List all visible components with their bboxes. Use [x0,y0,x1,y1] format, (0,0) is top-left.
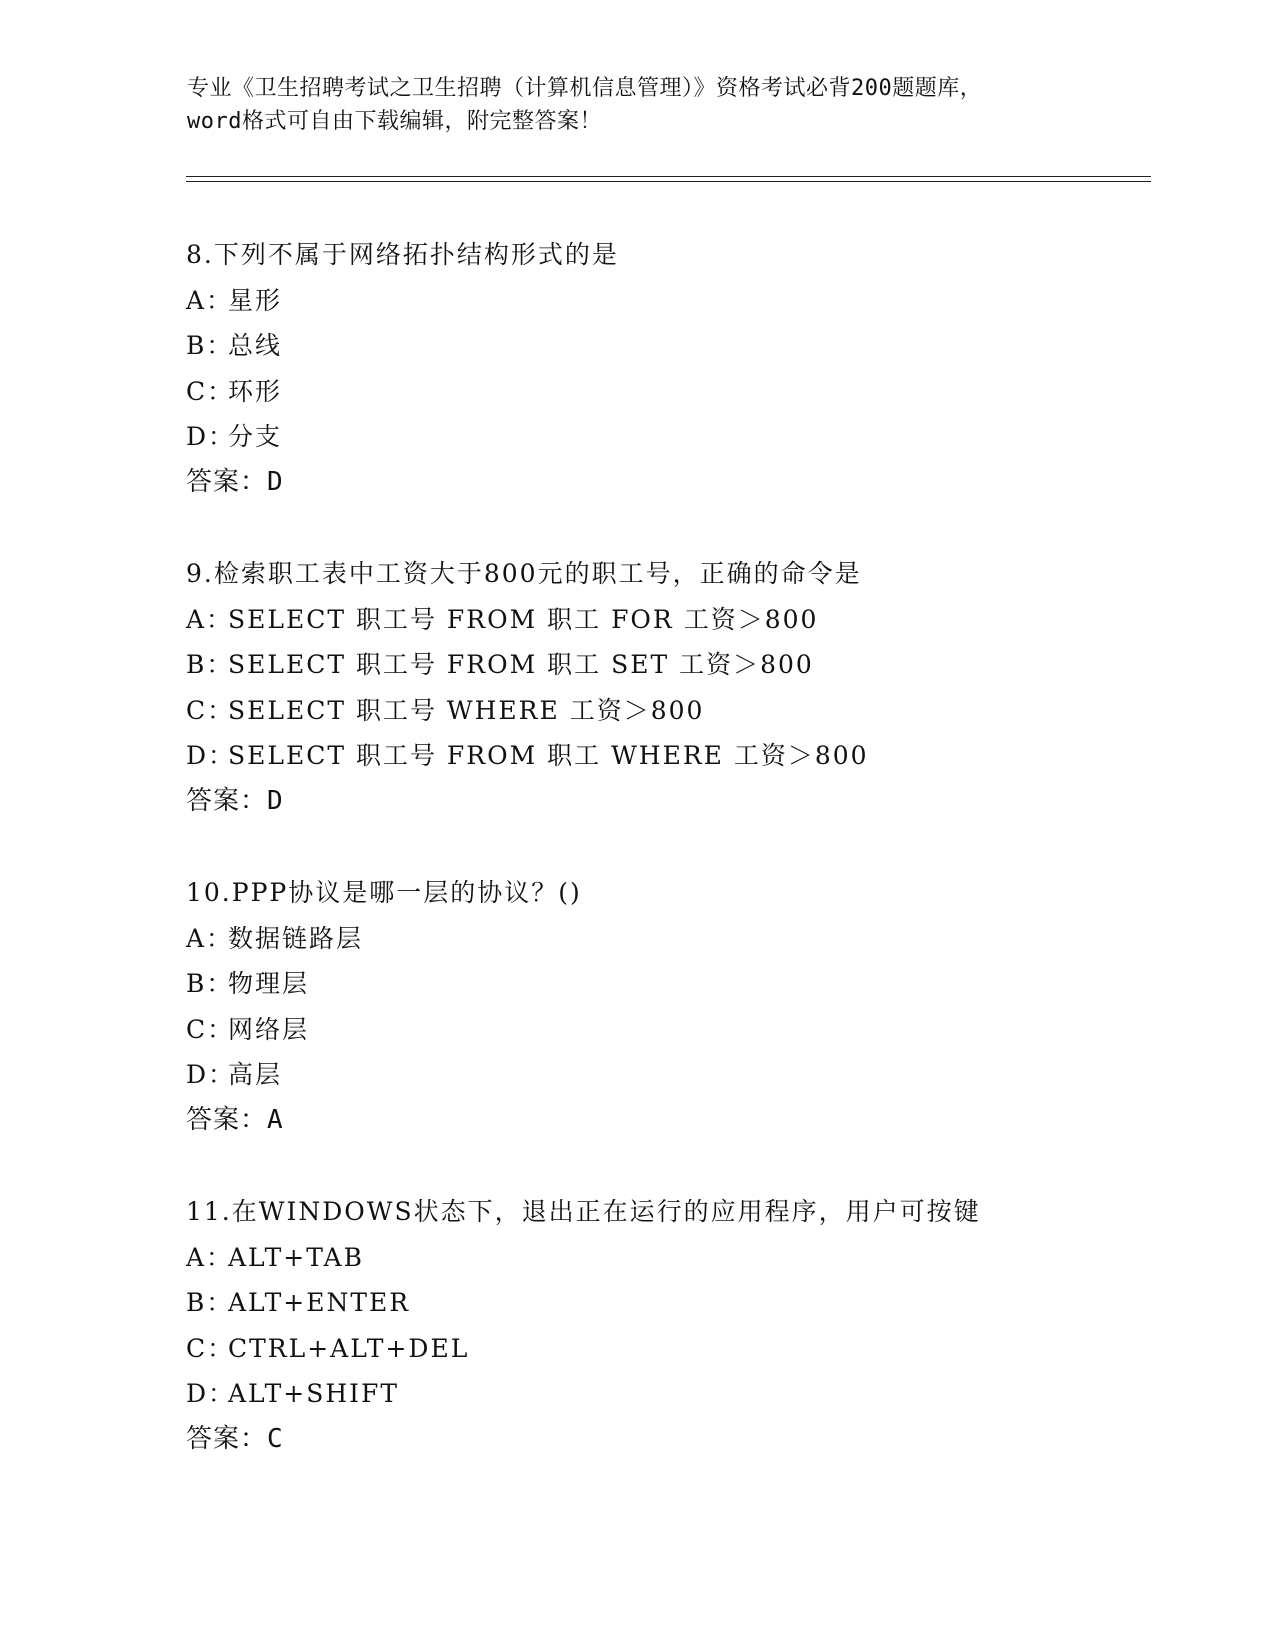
option-text: 环形 [228,376,283,406]
option-letter: C： [186,1014,235,1044]
option-text: SELECT 职工号 FROM 职工 WHERE 工资＞800 [228,741,869,770]
answer-line: 答案：C [186,1423,284,1454]
option-d [186,414,1186,460]
option-letter: B： [186,969,234,998]
option-text: 总线 [228,331,283,360]
question-stem: 11.在WINDOWS状态下，退出正在运行的应用程序，用户可按键 [186,1197,981,1226]
header-line-2: word格式可自由下载编辑，附完整答案！ [187,109,602,134]
option-letter: A： [186,1242,234,1272]
option-text: 分支 [228,422,283,451]
header-line-1: 专业《卫生招聘考试之卫生招聘（计算机信息管理）》资格考试必背200题题库， [187,76,983,101]
option-text: ALT+TAB [228,1242,364,1272]
option-letter: A： [186,604,234,634]
question-9 [186,551,1186,824]
question-8 [186,232,1186,505]
option-c [186,1007,1186,1053]
option-text: SELECT 职工号 FROM 职工 SET 工资＞800 [228,650,814,679]
option-text: 网络层 [228,1014,310,1044]
option-c [186,1326,1186,1372]
option-letter: C： [186,695,235,725]
option-text: SELECT 职工号 FROM 职工 FOR 工资＞800 [228,604,819,634]
option-text: 物理层 [228,969,310,998]
option-letter: D： [186,741,236,770]
option-d [186,733,1186,779]
question-stem: 10.PPP协议是哪一层的协议？() [186,878,582,907]
answer-line: 答案：A [186,1104,284,1135]
answer-line: 答案：D [186,785,284,816]
option-text: 星形 [228,285,283,315]
option-c [186,369,1186,415]
option-letter: C： [186,376,235,406]
option-b [186,323,1186,369]
option-text: CTRL+ALT+DEL [228,1333,470,1363]
answer-line: 答案：D [186,466,284,497]
option-a [186,597,1186,643]
option-text: ALT+ENTER [228,1288,411,1317]
option-letter: A： [186,285,234,315]
option-a [186,278,1186,324]
option-text: SELECT 职工号 WHERE 工资＞800 [228,695,705,725]
header-divider-top [186,176,1151,177]
option-text: 高层 [228,1060,283,1089]
question-stem: 8.下列不属于网络拓扑结构形式的是 [186,240,619,269]
option-letter: D： [186,1379,236,1408]
option-letter: B： [186,650,234,679]
question-11 [186,1189,1186,1462]
option-a [186,916,1186,962]
option-letter: A： [186,923,234,953]
option-letter: C： [186,1333,235,1363]
option-c [186,688,1186,734]
option-text: 数据链路层 [228,923,364,953]
option-letter: B： [186,331,234,360]
header-divider-bottom [186,181,1151,182]
option-text: ALT+SHIFT [228,1379,400,1408]
option-letter: B： [186,1288,234,1317]
document-header [187,72,1087,138]
option-letter: D： [186,422,236,451]
option-b [186,642,1186,688]
option-a [186,1235,1186,1281]
option-letter: D： [186,1060,236,1089]
question-stem: 9.检索职工表中工资大于800元的职工号，正确的命令是 [186,559,862,588]
option-d [186,1052,1186,1098]
option-d [186,1371,1186,1417]
question-10 [186,870,1186,1143]
option-b [186,961,1186,1007]
option-b [186,1280,1186,1326]
